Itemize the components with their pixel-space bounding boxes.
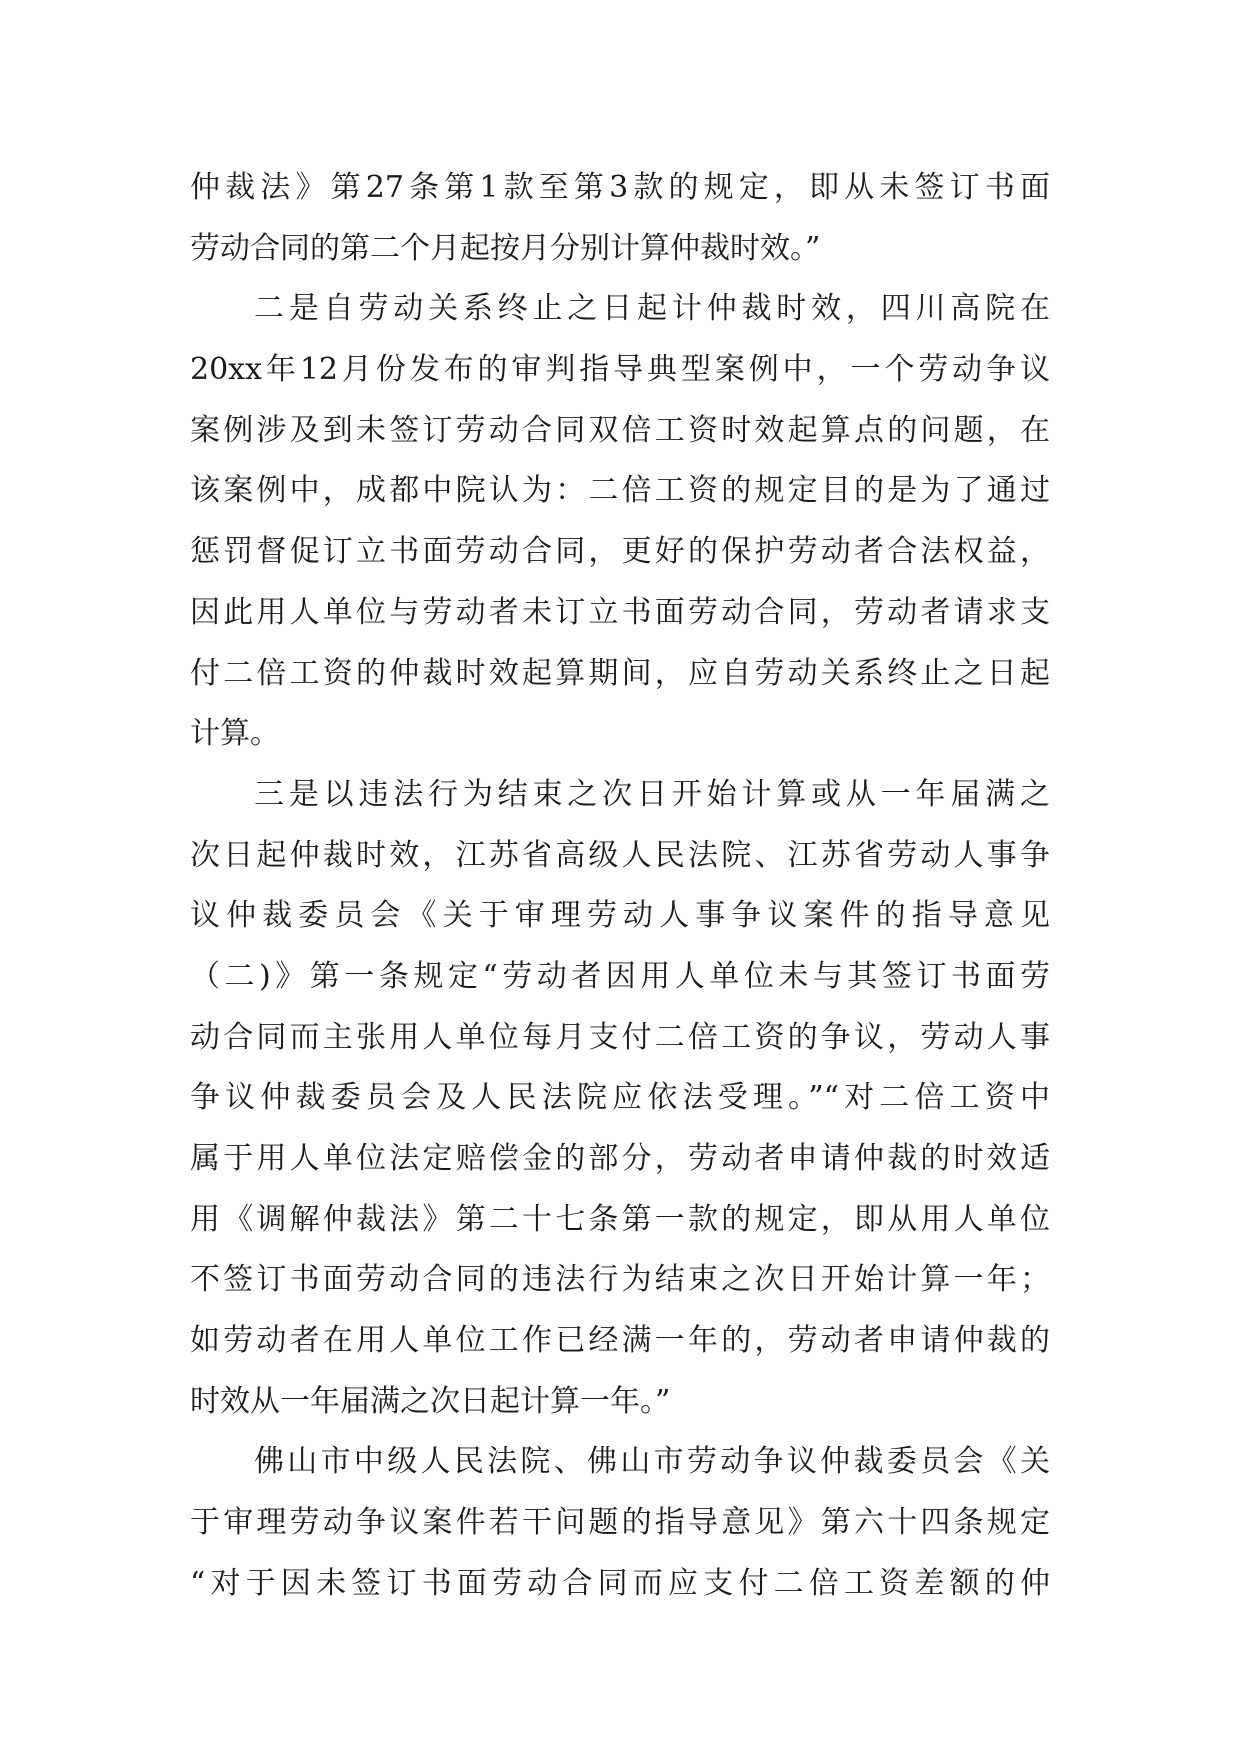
text-line: 于审理劳动争议案件若干问题的指导意见》第六十四条规定 bbox=[190, 1505, 1050, 1541]
text-line: 动合同而主张用人单位每月支付二倍工资的争议，劳动人事 bbox=[190, 1019, 1050, 1055]
text-line: 如劳动者在用人单位工作已经满一年的，劳动者申请仲裁的 bbox=[190, 1323, 1050, 1359]
text-line: 次日起仲裁时效，江苏省高级人民法院、江苏省劳动人事争 bbox=[190, 837, 1050, 873]
text-line: 仲裁法》第27条第1款至第3款的规定，即从未签订书面 bbox=[190, 170, 1050, 205]
text-line: 三是以违法行为结束之次日开始计算或从一年届满之 bbox=[254, 776, 1050, 812]
text-line: 20xx年12月份发布的审判指导典型案例中，一个劳动争议 bbox=[190, 352, 1050, 388]
text-line: 因此用人单位与劳动者未订立书面劳动合同，劳动者请求支 bbox=[190, 594, 1050, 630]
text-line: 属于用人单位法定赔偿金的部分，劳动者申请仲裁的时效适 bbox=[190, 1141, 1050, 1176]
text-line: 时效从一年届满之次日起计算一年。” bbox=[190, 1383, 671, 1419]
text-line: “对于因未签订书面劳动合同而应支付二倍工资差额的仲 bbox=[190, 1565, 1050, 1601]
text-line: 不签订书面劳动合同的违法行为结束之次日开始计算一年； bbox=[190, 1262, 1050, 1298]
text-line: 劳动合同的第二个月起按月分别计算仲裁时效。” bbox=[190, 230, 821, 266]
text-line: 争议仲裁委员会及人民法院应依法受理。”“对二倍工资中 bbox=[190, 1080, 1050, 1116]
text-line: 计算。 bbox=[190, 716, 280, 752]
text-line: 议仲裁委员会《关于审理劳动人事争议案件的指导意见 bbox=[190, 898, 1050, 934]
text-line: 二是自劳动关系终止之日起计仲裁时效，四川高院在 bbox=[254, 291, 1050, 327]
body-text bbox=[190, 158, 1050, 1615]
text-line: 惩罚督促订立书面劳动合同，更好的保护劳动者合法权益， bbox=[190, 534, 1050, 570]
text-line: 付二倍工资的仲裁时效起算期间，应自劳动关系终止之日起 bbox=[190, 655, 1050, 691]
text-line: 案例涉及到未签订劳动合同双倍工资时效起算点的问题，在 bbox=[190, 412, 1050, 448]
text-line: 用《调解仲裁法》第二十七条第一款的规定，即从用人单位 bbox=[190, 1201, 1050, 1237]
text-line: 佛山市中级人民法院、佛山市劳动争议仲裁委员会《关 bbox=[254, 1444, 1050, 1480]
text-line: 该案例中，成都中院认为：二倍工资的规定目的是为了通过 bbox=[190, 473, 1050, 509]
text-line: （二)》第一条规定“劳动者因用人单位未与其签订书面劳 bbox=[190, 958, 1050, 994]
